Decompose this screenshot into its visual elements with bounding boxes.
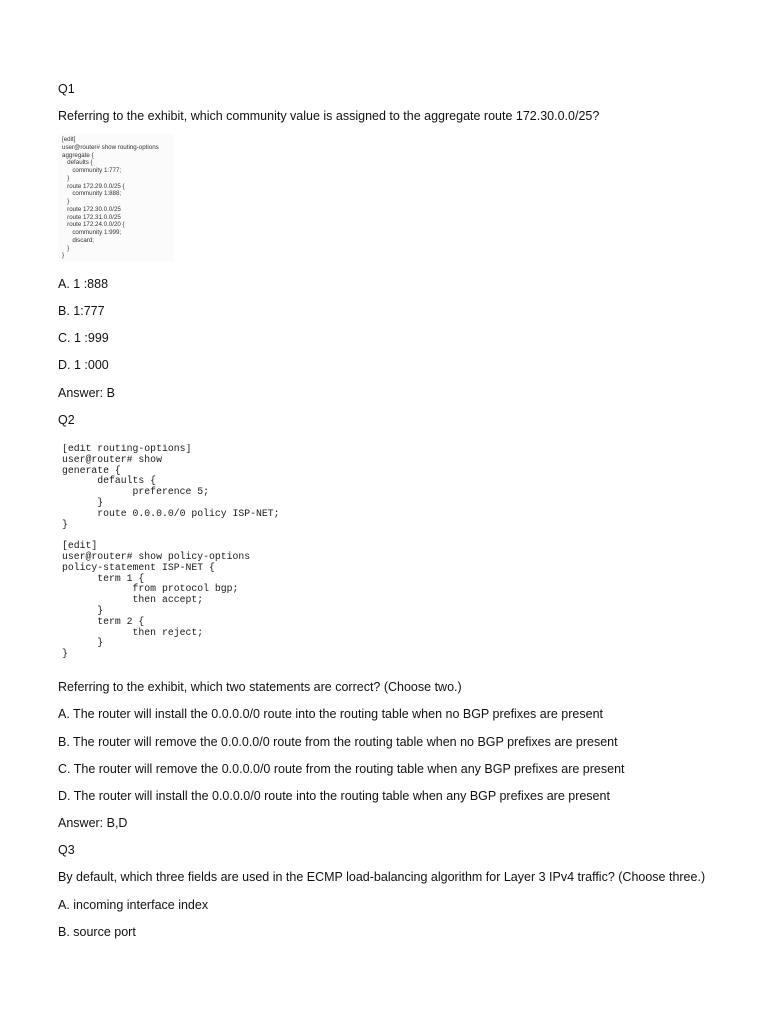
q2-exhibit: [edit routing-options] user@router# show generate { defaults { preference 5; } route 0.0.0.0/0 policy ISP-NET; } [edit] user@router# show policy-options policy-statement ISP-NET { term 1 { from protocol bgp; then accept; } term 2 { then reject; } } <box>62 444 280 660</box>
q2-option-b: B. The router will remove the 0.0.0.0/0 route from the routing table when no BGP prefixes are present <box>58 735 618 749</box>
q2-option-a: A. The router will install the 0.0.0.0/0 route into the routing table when no BGP prefixes are present <box>58 707 603 721</box>
q1-exhibit: [edit] user@router# show routing-options aggregate { defaults { community 1:777; } route 172.29.0.0/25 { community 1:888; } route 172.30.0.0/25 route 172.31.0.0/25 route 172.24.0.0/20 { community 1:999; discard; } } <box>58 134 174 262</box>
q2-answer: Answer: B,D <box>58 816 128 830</box>
q1-option-c: C. 1 :999 <box>58 331 109 345</box>
q3-option-a: A. incoming interface index <box>58 898 209 912</box>
q1-number: Q1 <box>58 82 75 96</box>
q1-option-a: A. 1 :888 <box>58 277 109 291</box>
q1-option-d: D. 1 :000 <box>58 358 109 372</box>
q1-question: Referring to the exhibit, which community value is assigned to the aggregate route 172.30.0.0/25? <box>58 109 600 123</box>
q2-option-c: C. The router will remove the 0.0.0.0/0 route from the routing table when any BGP prefixes are present <box>58 762 625 776</box>
q2-option-d: D. The router will install the 0.0.0.0/0 route into the routing table when any BGP prefixes are present <box>58 789 610 803</box>
q3-question: By default, which three fields are used in the ECMP load-balancing algorithm for Layer 3 IPv4 traffic? (Choose three.) <box>58 870 706 884</box>
q2-question: Referring to the exhibit, which two statements are correct? (Choose two.) <box>58 680 462 694</box>
q1-answer: Answer: B <box>58 386 115 400</box>
q1-option-b: B. 1:777 <box>58 304 105 318</box>
q2-number: Q2 <box>58 413 75 427</box>
q3-number: Q3 <box>58 843 75 857</box>
q3-option-b: B. source port <box>58 925 136 939</box>
